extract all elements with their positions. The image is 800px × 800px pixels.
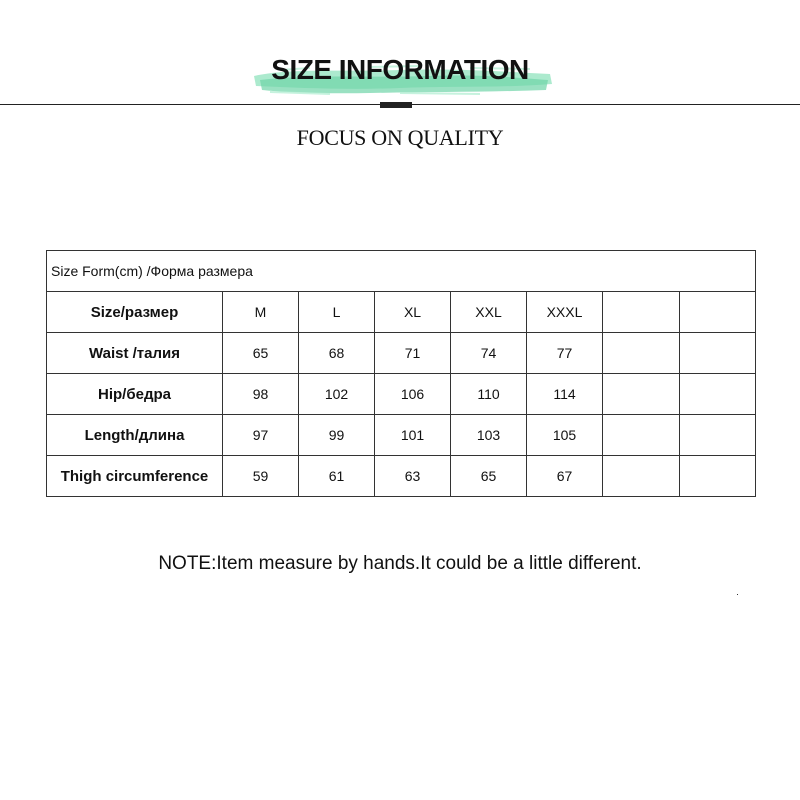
value-cell: 59: [223, 456, 299, 497]
value-cell: [680, 333, 756, 374]
value-cell: [603, 456, 680, 497]
value-cell: [603, 374, 680, 415]
value-cell: 63: [375, 456, 451, 497]
table-row: [47, 456, 756, 497]
value-cell: 68: [299, 333, 375, 374]
size-label: Size/размер: [47, 292, 223, 333]
size-cell: XL: [375, 292, 451, 333]
value-cell: 101: [375, 415, 451, 456]
value-cell: 106: [375, 374, 451, 415]
table-row: [47, 374, 756, 415]
value-cell: 105: [527, 415, 603, 456]
value-cell: 65: [451, 456, 527, 497]
value-cell: [603, 333, 680, 374]
stray-dot: [737, 594, 738, 595]
value-cell: 102: [299, 374, 375, 415]
page-title: SIZE INFORMATION: [271, 54, 529, 85]
row-label: Thigh circumference: [47, 456, 223, 497]
value-cell: 61: [299, 456, 375, 497]
table-caption-row: [47, 251, 756, 292]
table-caption: Size Form(cm) /Форма размера: [47, 251, 756, 292]
value-cell: [680, 415, 756, 456]
size-table: [46, 250, 756, 497]
value-cell: 110: [451, 374, 527, 415]
size-cell: XXL: [451, 292, 527, 333]
value-cell: 67: [527, 456, 603, 497]
table-row: [47, 415, 756, 456]
table-header-row: [47, 292, 756, 333]
value-cell: 98: [223, 374, 299, 415]
size-cell: [680, 292, 756, 333]
value-cell: 74: [451, 333, 527, 374]
value-cell: [603, 415, 680, 456]
divider-mark: [380, 102, 412, 108]
size-cell: XXXL: [527, 292, 603, 333]
size-cell: M: [223, 292, 299, 333]
value-cell: [680, 374, 756, 415]
value-cell: 103: [451, 415, 527, 456]
value-cell: [680, 456, 756, 497]
row-label: Waist /талия: [47, 333, 223, 374]
value-cell: 114: [527, 374, 603, 415]
value-cell: 97: [223, 415, 299, 456]
value-cell: 99: [299, 415, 375, 456]
measurement-note: NOTE:Item measure by hands.It could be a little different.: [158, 553, 642, 574]
size-cell: L: [299, 292, 375, 333]
header: [0, 50, 800, 110]
page-subtitle: FOCUS ON QUALITY: [296, 125, 504, 150]
value-cell: 65: [223, 333, 299, 374]
value-cell: 71: [375, 333, 451, 374]
value-cell: 77: [527, 333, 603, 374]
row-label: Hip/бедра: [47, 374, 223, 415]
row-label: Length/длина: [47, 415, 223, 456]
table-row: [47, 333, 756, 374]
size-cell: [603, 292, 680, 333]
